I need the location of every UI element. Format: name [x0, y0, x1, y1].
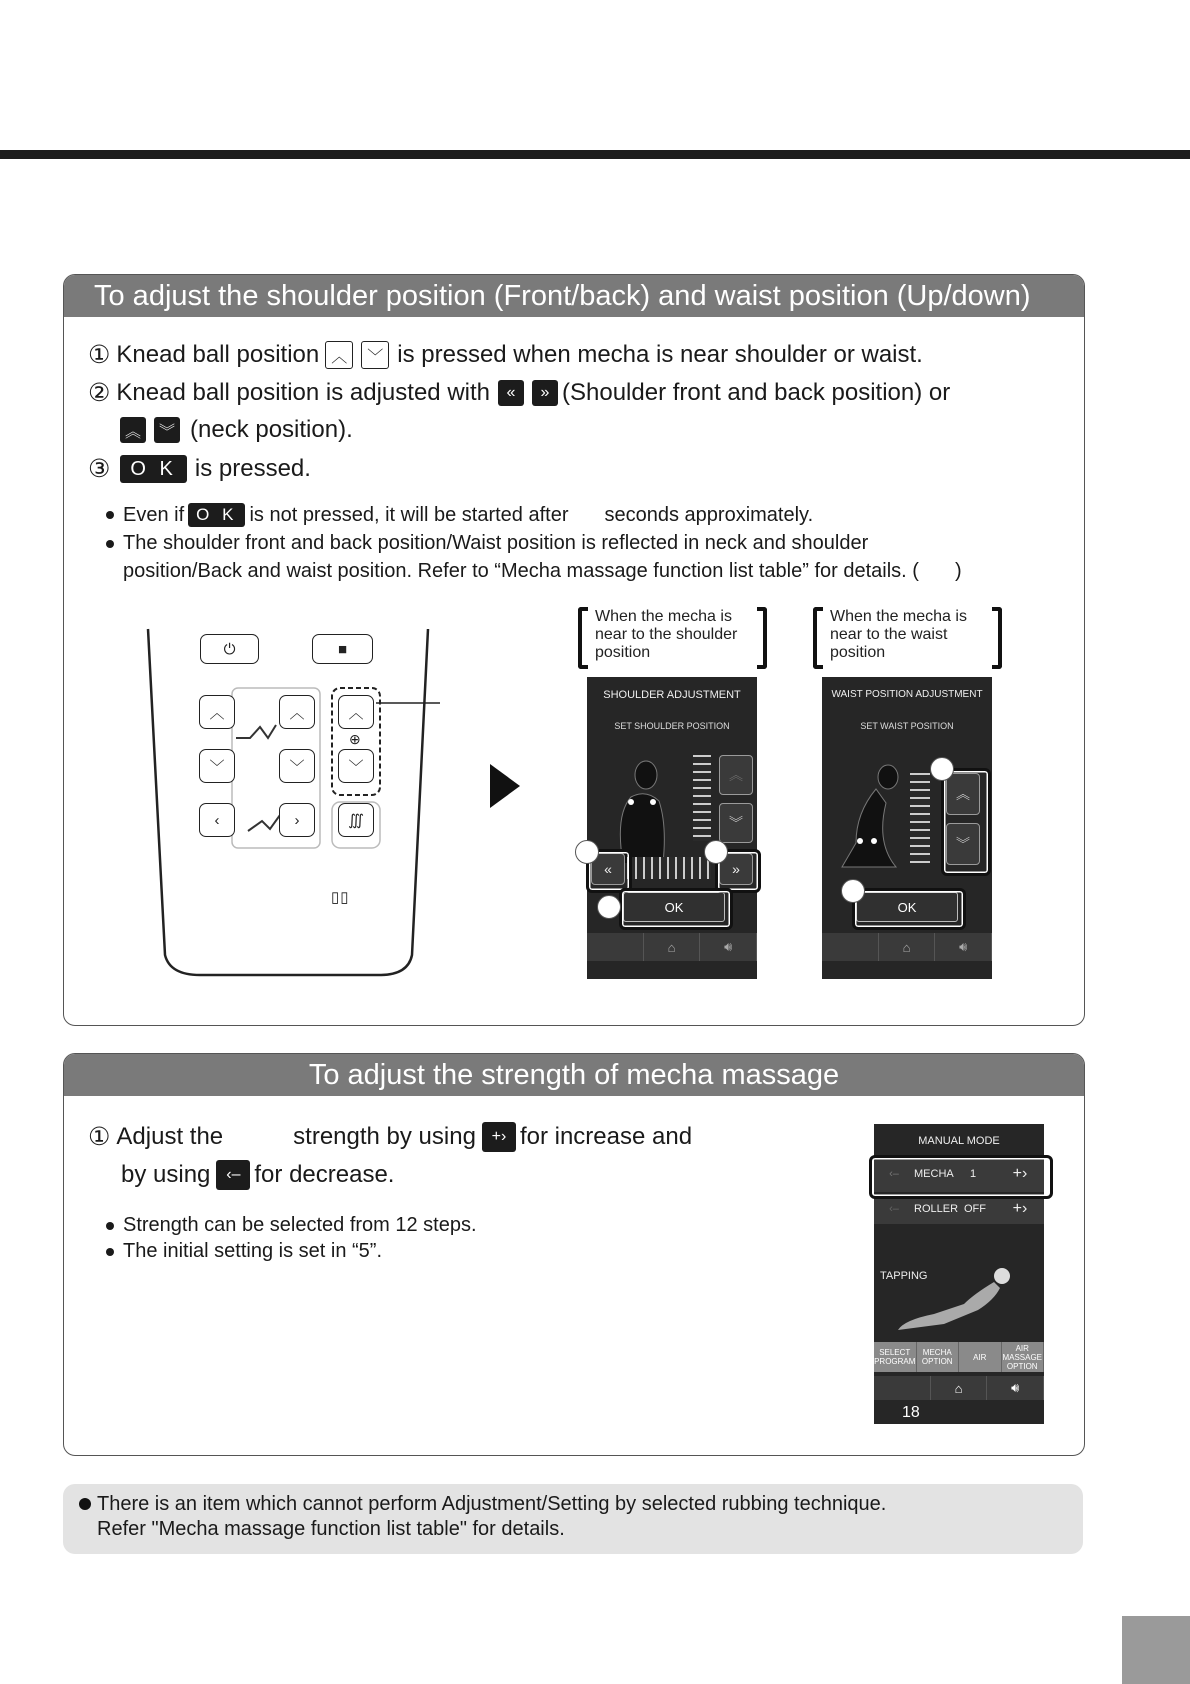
note-auto-start: Even if O K is not pressed, it will be started after seconds approximately. — [106, 503, 813, 527]
tab-mecha-option[interactable]: MECHA OPTION — [917, 1342, 960, 1372]
callout-dot — [930, 757, 954, 781]
strength-step-1b: by using ‹– for decrease. — [121, 1161, 395, 1188]
minus-icon[interactable]: ‹– — [889, 1168, 899, 1180]
home-icon[interactable]: ⌂ — [644, 933, 701, 961]
highlight-ok — [619, 888, 733, 930]
highlight-ok — [852, 888, 966, 930]
vertical-position-bar — [910, 773, 930, 863]
caption-bracket — [578, 607, 588, 669]
mecha-row: ‹– MECHA 1 +› — [874, 1156, 1044, 1192]
strength-note-2: The initial setting is set in “5”. — [106, 1240, 382, 1263]
highlight-updown — [941, 768, 991, 876]
callout-dot — [575, 840, 599, 864]
info-note: There is an item which cannot perform Adjustment/Setting by selected rubbing technique. Refer "Mecha massage function list table" for details. — [63, 1484, 1083, 1554]
horizontal-position-bar — [627, 857, 711, 879]
volume-icon[interactable]: 🔊︎ — [935, 933, 992, 961]
pause-icon: ▯▯ — [331, 889, 350, 906]
caption-shoulder: When the mecha is near to the shoulder position — [595, 608, 738, 661]
screen-subtitle: SET SHOULDER POSITION — [614, 721, 730, 731]
down-button[interactable]: ︾ — [946, 823, 980, 865]
tab-select-program[interactable]: SELECT PROGRAM — [874, 1342, 917, 1372]
reclined-body-icon — [894, 1264, 1024, 1334]
caption-bracket — [757, 607, 767, 669]
top-rule — [0, 150, 1190, 159]
vertical-position-bar — [693, 755, 711, 841]
step-3: ③ O K is pressed. — [88, 455, 311, 483]
screen-title: WAIST POSITION ADJUSTMENT — [831, 689, 983, 700]
caption-bracket — [813, 607, 823, 669]
tab-air[interactable]: AIR — [959, 1342, 1002, 1372]
plus-icon[interactable]: +› — [1012, 1200, 1028, 1217]
shoulder-waist-title: To adjust the shoulder position (Front/back) and waist position (Up/down) — [64, 275, 1084, 317]
up-button[interactable]: ︽ — [946, 773, 980, 815]
step-2-cont: ︽ ︾ (neck position). — [118, 416, 353, 444]
highlight-mecha-row — [869, 1155, 1053, 1199]
double-right-icon: » — [532, 380, 558, 406]
tab-air-massage-option[interactable]: AIR MASSAGE OPTION — [1002, 1343, 1043, 1371]
screen-subtitle: SET WAIST POSITION — [860, 721, 954, 731]
caption-bracket — [992, 607, 1002, 669]
strength-title: To adjust the strength of mecha massage — [64, 1054, 1084, 1096]
arrow-right-icon — [490, 764, 520, 808]
note-reflection: The shoulder front and back position/Waist position is reflected in neck and shoulder — [106, 532, 868, 555]
leg-up-button[interactable]: ︿ — [279, 695, 315, 729]
volume-icon[interactable]: 🔊︎ — [700, 933, 757, 961]
plus-icon[interactable]: +› — [1012, 1165, 1028, 1182]
reclined-body-icon — [836, 763, 916, 873]
roller-row: ‹– ROLLER OFF +› — [874, 1194, 1044, 1224]
callout-dot — [597, 895, 621, 919]
up-key-icon: ︿ — [325, 341, 353, 369]
double-up-button[interactable]: ︽ — [719, 755, 753, 795]
callout-dot — [841, 879, 865, 903]
volume-icon[interactable]: 🔊︎ — [987, 1376, 1044, 1400]
strength-note-1: Strength can be selected from 12 steps. — [106, 1214, 477, 1237]
screen-footer — [874, 1376, 1044, 1400]
technique-label: TAPPING — [880, 1270, 928, 1282]
position-down-button[interactable]: ﹀ — [338, 749, 374, 783]
screen-footer — [587, 933, 757, 961]
ok-button[interactable]: OK — [623, 892, 725, 922]
shoulder-adjustment-screen — [587, 677, 757, 979]
recline-down-button[interactable]: ﹀ — [199, 749, 235, 783]
double-left-icon: « — [498, 380, 524, 406]
plus-arrow-icon: +› — [482, 1122, 516, 1152]
slide-left-button[interactable]: ‹ — [199, 803, 235, 837]
ok-key-small: O K — [188, 503, 245, 527]
back-button[interactable]: » — [719, 853, 753, 885]
home-icon[interactable]: ⌂ — [931, 1376, 988, 1400]
slide-right-button[interactable]: › — [279, 803, 315, 837]
double-down-icon: ︾ — [154, 417, 180, 443]
note-reflection-cont: position/Back and waist position. Refer to “Mecha massage function list table” for details. ( ) — [123, 560, 962, 582]
screen-title: MANUAL MODE — [918, 1135, 1000, 1147]
screen-footer — [822, 933, 992, 961]
strength-step-1: ① Adjust the strength by using +› for increase and — [88, 1123, 693, 1151]
leg-down-button[interactable]: ﹀ — [279, 749, 315, 783]
ok-key: O K — [120, 455, 186, 483]
double-down-button[interactable]: ︾ — [719, 803, 753, 843]
down-key-icon: ﹀ — [361, 341, 389, 369]
stop-button[interactable]: ■ — [312, 634, 373, 664]
minus-icon[interactable]: ‹– — [889, 1203, 899, 1215]
recline-up-button[interactable]: ︿ — [199, 695, 235, 729]
mode-tabs — [874, 1342, 1044, 1372]
screen-title: SHOULDER ADJUSTMENT — [603, 689, 741, 701]
caption-waist: When the mecha is near to the waist position — [830, 608, 967, 661]
step-2: ② Knead ball position is adjusted with « » (Shoulder front and back position) or — [88, 379, 951, 407]
timer-readout: 18 — [902, 1404, 920, 1421]
callout-dot — [704, 840, 728, 864]
step-1: ① Knead ball position ︿ ﹀ is pressed when mecha is near shoulder or waist. — [88, 341, 923, 369]
heater-button[interactable]: ∭ — [338, 803, 374, 837]
ok-button[interactable]: OK — [856, 892, 958, 922]
double-up-icon: ︽ — [120, 417, 146, 443]
page-corner-tab — [1122, 1616, 1190, 1684]
front-button[interactable]: « — [591, 853, 625, 885]
home-icon[interactable]: ⌂ — [879, 933, 936, 961]
info-bullet — [79, 1498, 91, 1510]
search-icon: ⊕ — [349, 731, 361, 747]
position-up-button[interactable]: ︿ — [338, 695, 374, 729]
minus-arrow-icon: ‹– — [216, 1160, 250, 1190]
power-button[interactable]: ⏻ — [200, 634, 259, 664]
